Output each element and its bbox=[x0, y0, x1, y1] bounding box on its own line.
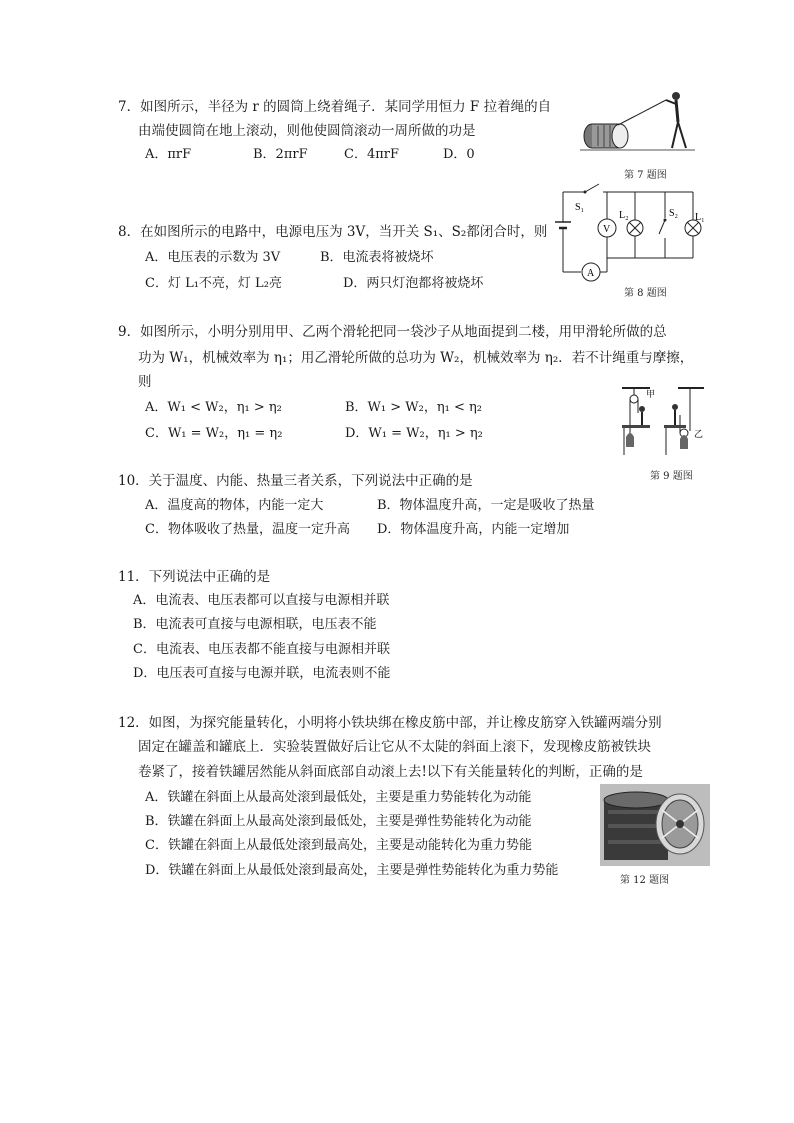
q12-stem-line3: 卷紧了，接着铁罐居然能从斜面底部自动滚上去!以下有关能量转化的判断，正确的是 bbox=[138, 764, 643, 780]
q8-option-c: C．灯 L₁不亮，灯 L₂亮 bbox=[145, 276, 282, 291]
q9-yi-label: 乙 bbox=[694, 429, 704, 439]
q8-voltmeter-label: V bbox=[603, 224, 611, 235]
q11-option-d: D．电压表可直接与电源并联，电流表则不能 bbox=[133, 666, 391, 681]
q10-option-b: B．物体温度升高，一定是吸收了热量 bbox=[377, 498, 595, 513]
q8-figure-caption: 第 8 题图 bbox=[624, 288, 667, 299]
q8-ammeter-label: A bbox=[587, 268, 595, 279]
q12-stem-line2: 固定在罐盖和罐底上．实验装置做好后让它从不太陡的斜面上滚下，发现橡皮筋被铁块 bbox=[138, 739, 651, 755]
q9-jia-label: 甲 bbox=[646, 389, 656, 399]
q11-stem: 11．下列说法中正确的是 bbox=[118, 569, 271, 585]
q7-option-c: C．4πrF bbox=[344, 147, 399, 162]
q7-option-d: D．0 bbox=[443, 147, 475, 162]
q9-figure-caption: 第 9 题图 bbox=[650, 471, 693, 482]
q9-stem-line1: 9．如图所示，小明分别用甲、乙两个滑轮把同一袋沙子从地面提到二楼，用甲滑轮所做的总 bbox=[118, 324, 667, 340]
q8-option-b: B．电流表将被烧坏 bbox=[320, 250, 434, 265]
q12-option-b: B．铁罐在斜面上从最高处滚到最低处，主要是弹性势能转化为动能 bbox=[145, 814, 532, 829]
q12-option-a: A．铁罐在斜面上从最高处滚到最低处，主要是重力势能转化为动能 bbox=[145, 790, 532, 805]
q7-option-b: B．2πrF bbox=[253, 147, 308, 162]
q9-option-b: B．W₁ > W₂，η₁ < η₂ bbox=[345, 400, 483, 415]
q8-option-a: A．电压表的示数为 3V bbox=[145, 250, 281, 265]
q9-stem-line3: 则 bbox=[138, 374, 152, 390]
q10-option-a: A．温度高的物体，内能一定大 bbox=[145, 498, 324, 513]
q9-pulley-figure bbox=[620, 385, 710, 460]
q8-s2-label: S₂ bbox=[669, 208, 679, 219]
q9-option-d: D．W₁ = W₂，η₁ > η₂ bbox=[345, 426, 483, 441]
q12-figure-caption: 第 12 题图 bbox=[620, 875, 670, 886]
q12-option-d: D．铁罐在斜面上从最低处滚到最高处，主要是弹性势能转化为重力势能 bbox=[145, 863, 559, 878]
q8-s1-label: S₁ bbox=[575, 202, 585, 213]
q8-l1-label: L₁ bbox=[695, 212, 705, 223]
q12-option-c: C．铁罐在斜面上从最低处滚到最高处，主要是动能转化为重力势能 bbox=[145, 838, 532, 853]
q11-option-c: C．电流表、电压表都不能直接与电源相并联 bbox=[133, 642, 390, 657]
q7-stem-line1: 7．如图所示，半径为 r 的圆筒上绕着绳子．某同学用恒力 F 拉着绳的自 bbox=[118, 99, 552, 115]
q8-circuit-diagram bbox=[555, 180, 715, 285]
q10-option-c: C．物体吸收了热量，温度一定升高 bbox=[145, 522, 350, 537]
q7-figure-caption: 第 7 题图 bbox=[624, 170, 667, 181]
q8-option-d: D．两只灯泡都将被烧坏 bbox=[343, 276, 484, 291]
q8-l2-label: L₂ bbox=[619, 210, 629, 221]
q9-stem-line2: 功为 W₁，机械效率为 η₁；用乙滑轮所做的总功为 W₂，机械效率为 η₂．若不计绳重与摩擦， bbox=[138, 350, 694, 366]
q12-can-photo bbox=[600, 784, 710, 866]
q9-option-a: A．W₁ < W₂，η₁ > η₂ bbox=[145, 400, 282, 415]
q7-figure bbox=[580, 88, 700, 160]
q9-option-c: C．W₁ = W₂，η₁ = η₂ bbox=[145, 426, 283, 441]
q11-option-b: B．电流表可直接与电源相联，电压表不能 bbox=[133, 617, 377, 632]
q12-stem-line1: 12．如图，为探究能量转化，小明将小铁块绑在橡皮筋中部，并让橡皮筋穿入铁罐两端分别 bbox=[118, 715, 662, 731]
q10-option-d: D．物体温度升高，内能一定增加 bbox=[377, 522, 570, 537]
q11-option-a: A．电流表、电压表都可以直接与电源相并联 bbox=[133, 593, 390, 608]
q8-stem-line1: 8．在如图所示的电路中，电源电压为 3V，当开关 S₁、S₂都闭合时，则 bbox=[118, 224, 548, 240]
q7-option-a: A．πrF bbox=[145, 147, 192, 162]
q7-stem-line2: 由端使圆筒在地上滚动，则他使圆筒滚动一周所做的功是 bbox=[138, 123, 476, 139]
q10-stem: 10．关于温度、内能、热量三者关系，下列说法中正确的是 bbox=[118, 473, 473, 489]
